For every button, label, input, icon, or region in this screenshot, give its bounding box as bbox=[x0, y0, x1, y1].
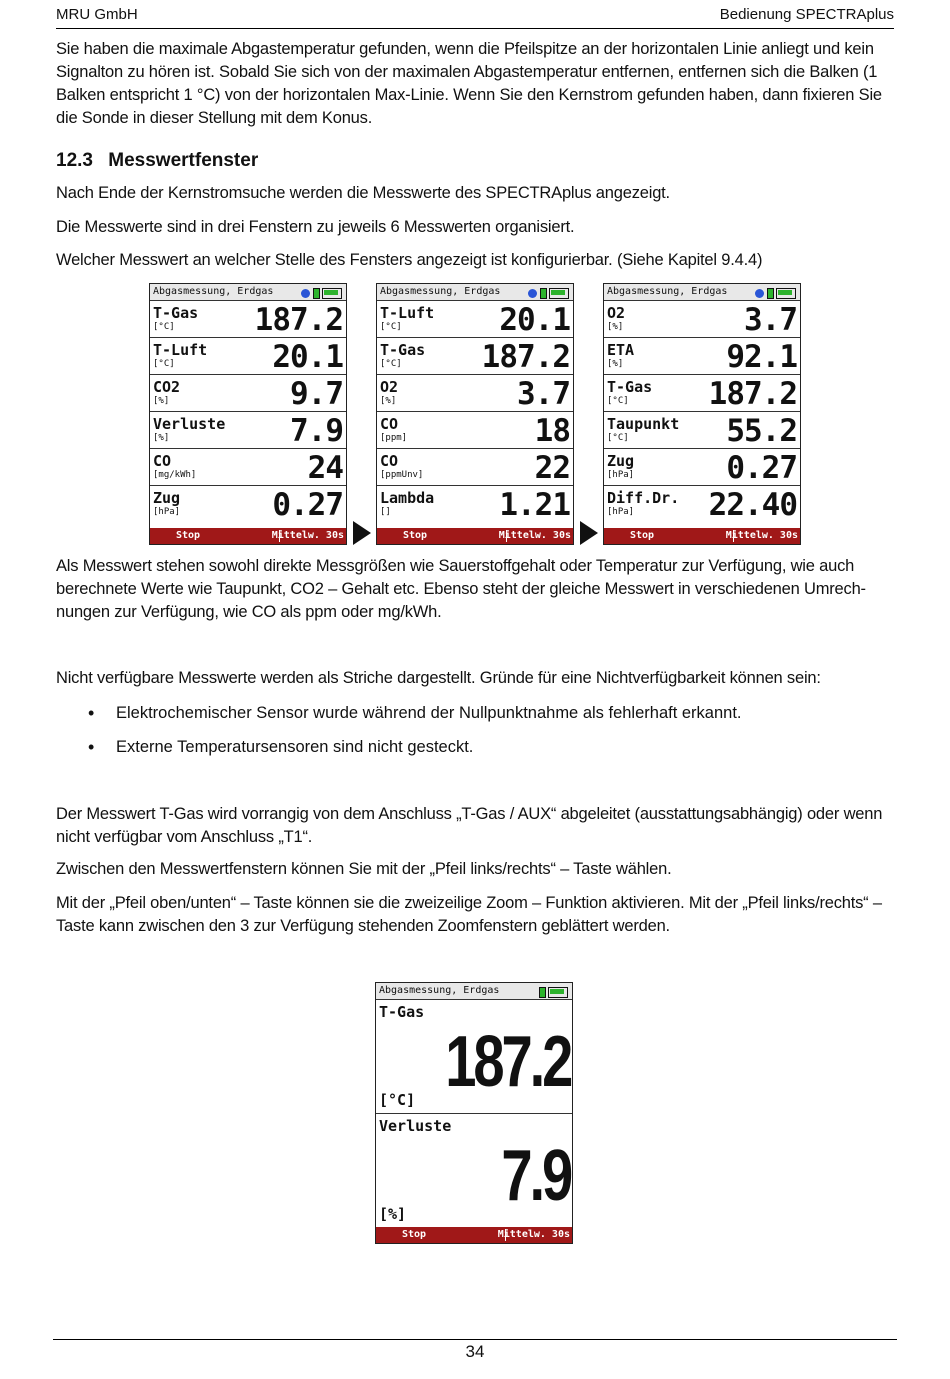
battery-icon bbox=[776, 288, 796, 299]
stop-softkey[interactable]: Stop bbox=[402, 1229, 427, 1240]
softkey-bar bbox=[604, 528, 800, 544]
paragraph-1: Nach Ende der Kernstromsuche werden die Messwerte des SPECTRAplus angezeigt. bbox=[56, 184, 670, 202]
status-led-icon bbox=[313, 288, 320, 299]
measurement-screen-2 bbox=[376, 283, 574, 545]
paragraph-tgas: Der Messwert T-Gas wird vorrangig von dem Anschluss „T-Gas / AUX“ abgeleitet (ausstattungsabhängig) oder wenn nicht verfügbar vom Anschluss „T1“. bbox=[56, 805, 883, 846]
measurement-value: 18 bbox=[534, 413, 570, 449]
measurement-unit: [mg/kWh] bbox=[153, 470, 197, 480]
average-softkey[interactable]: Mittelw. 30s bbox=[725, 530, 798, 541]
header-company: MRU GmbH bbox=[56, 6, 138, 23]
stop-softkey[interactable]: Stop bbox=[176, 530, 201, 541]
stop-softkey[interactable]: Stop bbox=[403, 530, 428, 541]
measurement-row bbox=[150, 375, 346, 412]
measurement-name: Zug bbox=[153, 489, 181, 507]
measurement-value: 9.7 bbox=[290, 376, 343, 412]
measurement-name: T-Gas bbox=[153, 304, 199, 322]
average-softkey[interactable]: Mittelw. 30s bbox=[271, 530, 344, 541]
measurement-value: 3.7 bbox=[517, 376, 570, 412]
measurement-unit: [hPa] bbox=[607, 470, 635, 480]
screen-title: Abgasmessung, Erdgas bbox=[380, 286, 501, 297]
zoom-measurement-name: T-Gas bbox=[379, 1003, 425, 1021]
measurement-name: Zug bbox=[607, 452, 635, 470]
measurement-row bbox=[377, 486, 573, 522]
measurement-value: 7.9 bbox=[290, 413, 343, 449]
section-heading bbox=[56, 150, 258, 172]
measurement-unit: [°C] bbox=[607, 433, 629, 443]
screen-title: Abgasmessung, Erdgas bbox=[607, 286, 728, 297]
measurement-unit: [°C] bbox=[153, 359, 175, 369]
measurement-value: 20.1 bbox=[272, 339, 343, 375]
average-softkey[interactable]: Mittelw. 30s bbox=[498, 530, 571, 541]
softkey-bar bbox=[376, 1227, 572, 1243]
measurement-value: 187.2 bbox=[481, 339, 570, 375]
measurement-unit: [°C] bbox=[380, 322, 402, 332]
zoom-row bbox=[376, 1114, 572, 1227]
paragraph-switch: Zwischen den Messwertfenstern können Sie mit der „Pfeil links/rechts“ – Taste wählen. bbox=[56, 860, 672, 878]
reasons-list bbox=[56, 702, 896, 770]
measurement-name: ETA bbox=[607, 341, 635, 359]
measurement-value: 187.2 bbox=[254, 302, 343, 338]
measurement-name: T-Gas bbox=[607, 378, 653, 396]
measurement-screen-3 bbox=[603, 283, 801, 545]
status-led-icon bbox=[540, 288, 547, 299]
list-item: • Elektrochemischer Sensor wurde während der Nullpunktnahme als fehlerhaft erkannt. bbox=[56, 702, 896, 725]
battery-icon bbox=[322, 288, 342, 299]
measurement-name: CO bbox=[380, 452, 399, 470]
measurement-unit: [] bbox=[380, 507, 391, 517]
measurement-row bbox=[377, 412, 573, 449]
measurement-value: 187.2 bbox=[708, 376, 797, 412]
measurement-unit: [%] bbox=[607, 322, 624, 332]
measurement-row bbox=[604, 375, 800, 412]
stop-softkey[interactable]: Stop bbox=[630, 530, 655, 541]
paragraph-3: Welcher Messwert an welcher Stelle des Fensters angezeigt ist konfigurierbar. (Siehe Kapitel 9.4.4) bbox=[56, 251, 763, 269]
measurement-row bbox=[150, 449, 346, 486]
measurement-name: T-Luft bbox=[380, 304, 435, 322]
screen-title: Abgasmessung, Erdgas bbox=[153, 286, 274, 297]
measurement-unit: [hPa] bbox=[153, 507, 181, 517]
zoom-row bbox=[376, 1000, 572, 1114]
measurement-unit: [°C] bbox=[607, 396, 629, 406]
pump-icon bbox=[528, 289, 537, 298]
measurement-value: 92.1 bbox=[726, 339, 797, 375]
measurement-row bbox=[604, 486, 800, 522]
battery-icon bbox=[549, 288, 569, 299]
measurement-name: O2 bbox=[607, 304, 626, 322]
zoom-measurement-name: Verluste bbox=[379, 1117, 452, 1135]
measurement-name: Lambda bbox=[380, 489, 435, 507]
measurement-value: 0.27 bbox=[726, 450, 797, 486]
measurement-unit: [°C] bbox=[380, 359, 402, 369]
measurement-name: Verluste bbox=[153, 415, 226, 433]
paragraph-2: Die Messwerte sind in drei Fenstern zu jeweils 6 Messwerten organisiert. bbox=[56, 218, 575, 236]
zoom-measurement-unit: [%] bbox=[379, 1205, 407, 1223]
screen-title-bar bbox=[150, 284, 346, 301]
status-led-icon bbox=[539, 987, 546, 998]
measurement-row bbox=[377, 338, 573, 375]
measurement-row bbox=[604, 449, 800, 486]
measurement-row bbox=[150, 301, 346, 338]
measurement-value: 22 bbox=[534, 450, 570, 486]
measurement-name: T-Gas bbox=[380, 341, 426, 359]
status-led-icon bbox=[767, 288, 774, 299]
measurement-name: CO2 bbox=[153, 378, 181, 396]
measurement-name: O2 bbox=[380, 378, 399, 396]
pump-icon bbox=[301, 289, 310, 298]
measurement-unit: [hPa] bbox=[607, 507, 635, 517]
measurement-unit: [%] bbox=[380, 396, 397, 406]
measurement-name: Diff.Dr. bbox=[607, 489, 680, 507]
paragraph-measured-values: Als Messwert stehen sowohl direkte Messgrößen wie Sauerstoffgehalt oder Temperatur zur Verfügung, wie auch berechnete Werte wie Taupunkt, CO2 – Gehalt etc. Ebenso steht der gleiche Messwert in verschiedenen Umrech-nungen zur Verfügung, wie CO als ppm oder mg/kWh. bbox=[56, 557, 866, 621]
measurement-unit: [%] bbox=[153, 396, 170, 406]
page-header bbox=[56, 6, 894, 29]
section-title: Messwertfenster bbox=[108, 150, 259, 171]
measurement-row bbox=[150, 412, 346, 449]
screen-title: Abgasmessung, Erdgas bbox=[379, 985, 500, 996]
measurement-value: 1.21 bbox=[499, 487, 570, 523]
zoom-measurement-unit: [°C] bbox=[379, 1091, 416, 1109]
footer-rule bbox=[53, 1339, 897, 1340]
measurement-unit: [%] bbox=[607, 359, 624, 369]
screen-title-bar bbox=[604, 284, 800, 301]
zoom-screen bbox=[375, 982, 573, 1244]
measurement-row bbox=[377, 375, 573, 412]
zoom-measurement-value: 7.9 bbox=[501, 1136, 570, 1216]
measurement-row bbox=[150, 486, 346, 522]
measurement-name: Taupunkt bbox=[607, 415, 680, 433]
measurement-screen-1 bbox=[149, 283, 347, 545]
measurement-value: 55.2 bbox=[726, 413, 797, 449]
measurement-row bbox=[150, 338, 346, 375]
measurement-value: 22.40 bbox=[708, 487, 797, 523]
pump-icon bbox=[755, 289, 764, 298]
paragraph-zoom: Mit der „Pfeil oben/unten“ – Taste können sie die zweizeilige Zoom – Funktion aktivieren. Mit der „Pfeil links/rechts“ – Taste kann zwischen den 3 zur Verfügung stehenden Zoomfenstern geblättert werden. bbox=[56, 894, 882, 935]
measurement-name: CO bbox=[153, 452, 172, 470]
softkey-bar bbox=[150, 528, 346, 544]
measurement-value: 24 bbox=[307, 450, 343, 486]
zoom-measurement-value: 187.2 bbox=[445, 1022, 570, 1102]
intro-paragraph: Sie haben die maximale Abgastemperatur gefunden, wenn die Pfeilspitze an der horizontalen Linie anliegt und kein Signalton zu hören ist. Sobald Sie sich von der maximalen Abgastemperatur entfernen, entfernen sich die Balken (1 Balken entspricht 1 °C) von der horizontalen Max-Linie. Wenn Sie den Kernstrom gefunden haben, dann fixieren Sie die Sonde in dieser Stellung mit dem Konus. bbox=[56, 40, 882, 127]
softkey-bar bbox=[377, 528, 573, 544]
measurement-name: T-Luft bbox=[153, 341, 208, 359]
measurement-row bbox=[604, 412, 800, 449]
list-item: • Externe Temperatursensoren sind nicht gesteckt. bbox=[56, 736, 896, 759]
screen-title-bar bbox=[376, 983, 572, 1000]
measurement-row bbox=[604, 301, 800, 338]
measurement-row bbox=[377, 301, 573, 338]
measurement-value: 20.1 bbox=[499, 302, 570, 338]
average-softkey[interactable]: Mittelw. 30s bbox=[497, 1229, 570, 1240]
screen-title-bar bbox=[377, 284, 573, 301]
next-arrow-icon bbox=[580, 521, 598, 545]
measurement-value: 0.27 bbox=[272, 487, 343, 523]
measurement-unit: [°C] bbox=[153, 322, 175, 332]
measurement-row bbox=[377, 449, 573, 486]
page-number: 34 bbox=[465, 1342, 485, 1361]
measurement-unit: [ppm] bbox=[380, 433, 408, 443]
section-number: 12.3 bbox=[56, 150, 93, 171]
measurement-row bbox=[604, 338, 800, 375]
header-manual-title: Bedienung SPECTRAplus bbox=[719, 6, 894, 23]
measurement-name: CO bbox=[380, 415, 399, 433]
paragraph-unavailable: Nicht verfügbare Messwerte werden als Striche dargestellt. Gründe für eine Nichtverfügbarkeit können sein: bbox=[56, 669, 821, 687]
measurement-value: 3.7 bbox=[744, 302, 797, 338]
next-arrow-icon bbox=[353, 521, 371, 545]
measurement-unit: [%] bbox=[153, 433, 170, 443]
battery-icon bbox=[548, 987, 568, 998]
measurement-unit: [ppmUnv] bbox=[380, 470, 424, 480]
